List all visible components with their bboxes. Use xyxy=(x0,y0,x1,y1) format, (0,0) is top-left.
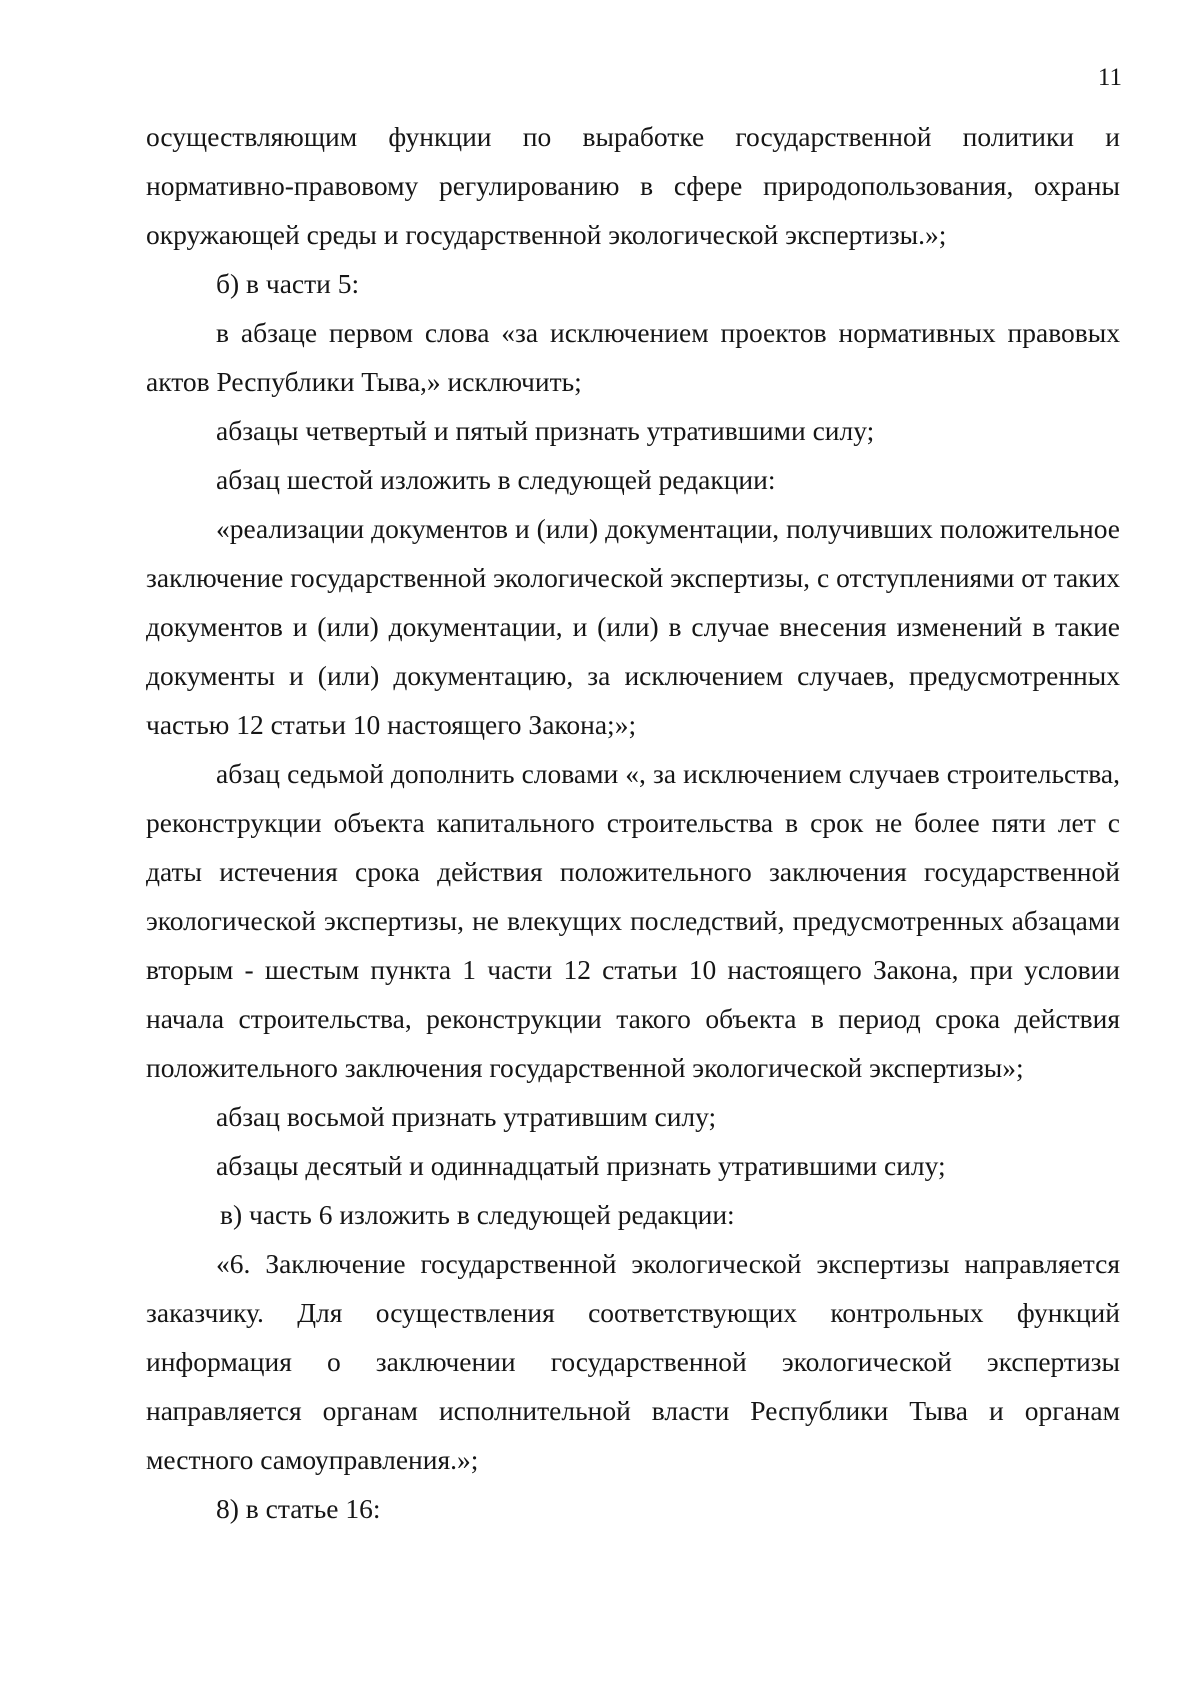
document-body xyxy=(146,112,1120,1533)
paragraph-part-6-text: «6. Заключение государственной экологической экспертизы направляется заказчику. Для осуществления соответствующих контрольных функций информация о заключении государственной экологической экспертизы направляется органам исполнительной власти Республики Тыва и органам местного самоуправления.»; xyxy=(146,1248,1120,1475)
paragraph-abzac-7: абзац седьмой дополнить словами «, за исключением случаев строительства, реконструкции объекта капитального строительства в срок не более пяти лет с даты истечения срока действия положительного заключения государственной экологической экспертизы, не влекущих последствий, предусмотренных абзацами вторым - шестым пункта 1 части 12 статьи 10 настоящего Закона, при условии начала строительства, реконструкции такого объекта в период срока действия положительного заключения государственной экологической экспертизы»; xyxy=(146,758,1120,1083)
paragraph-abzacy-10-11: абзацы десятый и одиннадцатый признать утратившими силу; xyxy=(216,1150,946,1181)
paragraph-abzacy-4-5: абзацы четвертый и пятый признать утратившими силу; xyxy=(216,415,875,446)
paragraph-continuation: осуществляющим функции по выработке государственной политики и нормативно-правовому регулированию в сфере природопользования, охраны окружающей среды и государственной экологической экспертизы.»; xyxy=(146,121,1120,250)
paragraph-subitem-b: б) в части 5: xyxy=(216,268,360,299)
paragraph-first-abzac: в абзаце первом слова «за исключением проектов нормативных правовых актов Республики Тыва,» исключить; xyxy=(146,317,1120,397)
paragraph-abzac-6-intro: абзац шестой изложить в следующей редакции: xyxy=(216,464,776,495)
paragraph-subitem-v: в) часть 6 изложить в следующей редакции: xyxy=(220,1199,735,1230)
paragraph-item-8: 8) в статье 16: xyxy=(216,1493,381,1524)
paragraph-abzac-8: абзац восьмой признать утратившим силу; xyxy=(216,1101,717,1132)
paragraph-abzac-6-text: «реализации документов и (или) документации, получивших положительное заключение государственной экологической экспертизы, с отступлениями от таких документов и (или) документации, и (или) в случае внесения изменений в такие документы и (или) документацию, за исключением случаев, предусмотренных частью 12 статьи 10 настоящего Закона;»; xyxy=(146,513,1120,740)
page-number: 11 xyxy=(1097,64,1122,91)
